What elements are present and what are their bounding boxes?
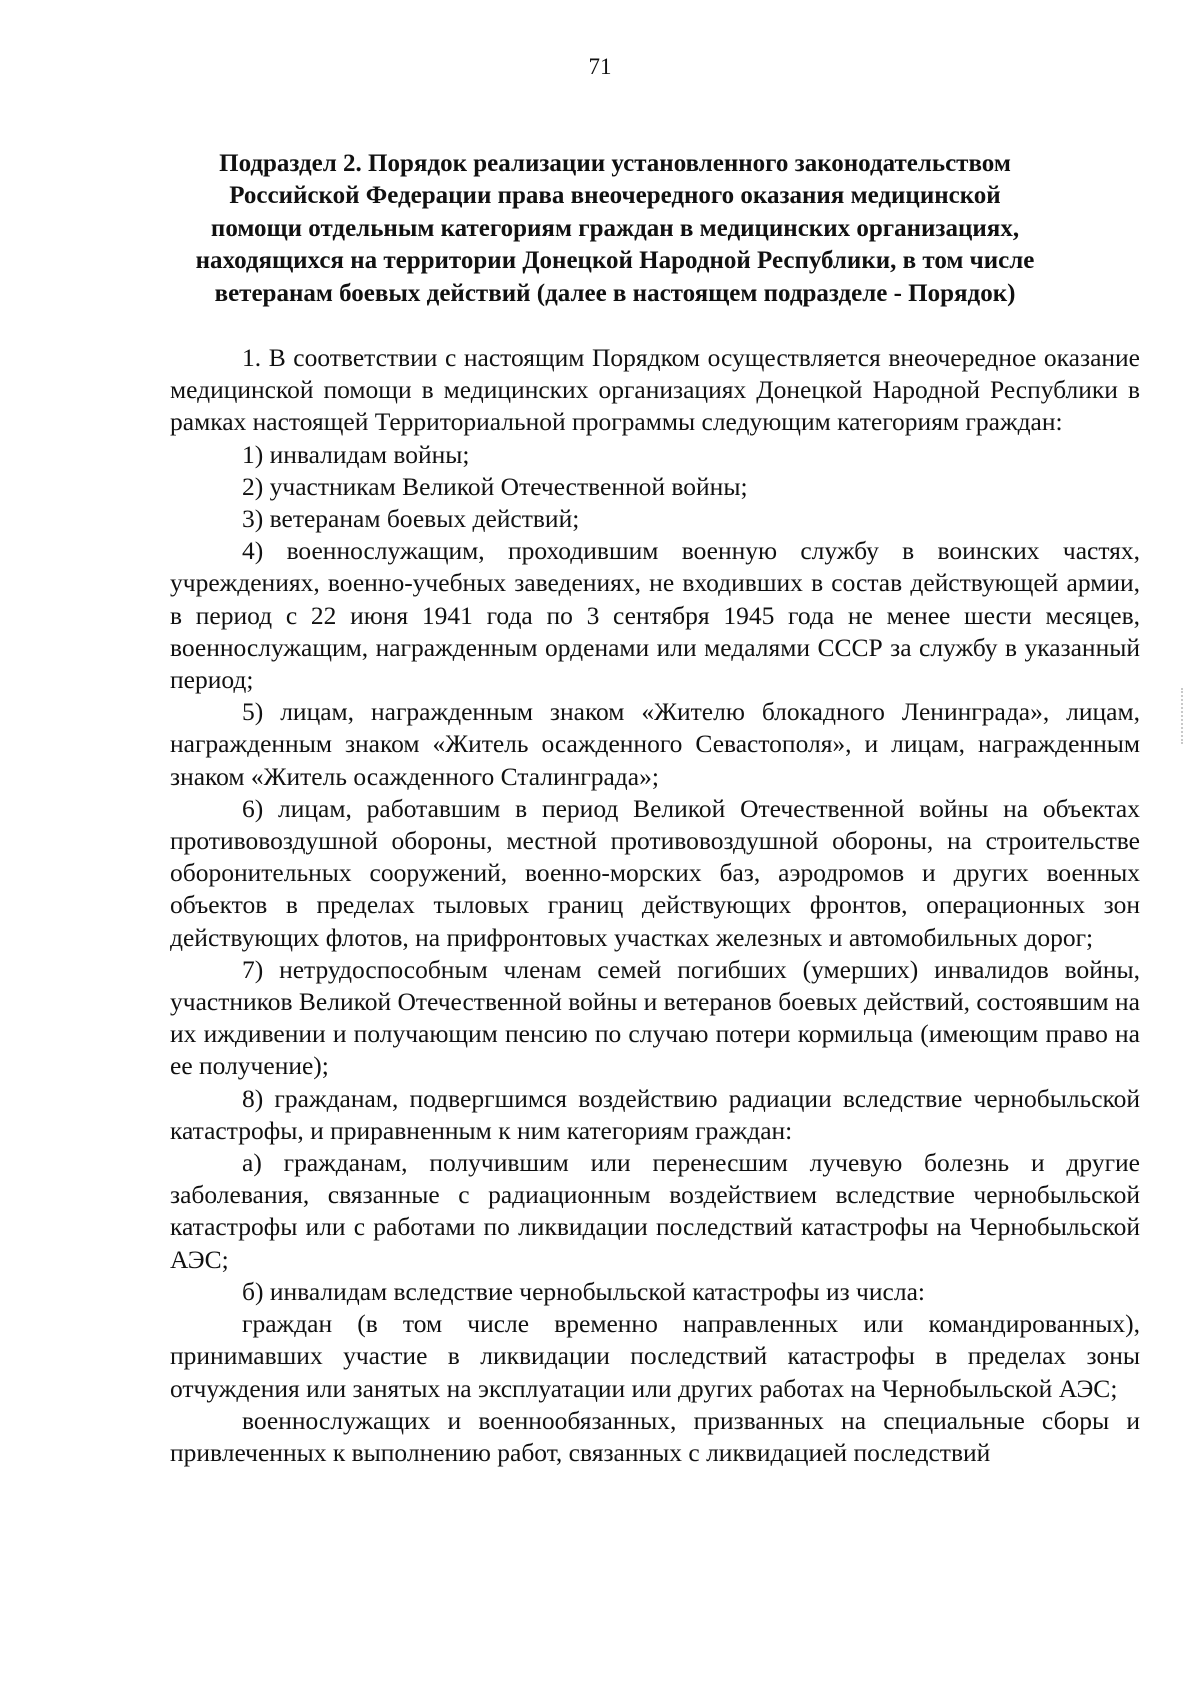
sub-item-a: а) гражданам, получившим или перенесшим лучевую болезнь и другие заболевания, связанные с радиационным воздействием вследствие чернобыльской катастрофы или с работами по ликвидации последствий катастрофы на Чернобыльской АЭС; (170, 1148, 1140, 1274)
sub-item-b-military: военнослужащих и военнообязанных, призванных на специальные сборы и привлеченных к выполнению работ, связанных с ликвидацией последствий (170, 1405, 1140, 1467)
sub-item-b: б) инвалидам вследствие чернобыльской катастрофы из числа: (242, 1276, 925, 1306)
paragraph-intro: 1. В соответствии с настоящим Порядком осуществляется внеочередное оказание медицинской помощи в медицинских организациях Донецкой Народной Республики в рамках настоящей Территориальной программы следующим категориям граждан: (170, 343, 1140, 437)
heading-line: ветеранам боевых действий (далее в настоящем подразделе - Порядок) (214, 279, 1016, 307)
list-item-6: 6) лицам, работавшим в период Великой Отечественной войны на объектах противовоздушной обороны, местной противовоздушной обороны, на строительстве оборонительных сооружений, военно-морских баз, аэродромов и других военных объектов в пределах тыловых границ действующих фронтов, операционных зон действующих флотов, на прифронтовых участках железных и автомобильных дорог; (170, 793, 1140, 952)
list-item-4: 4) военнослужащим, проходившим военную службу в воинских частях, учреждениях, военно-учебных заведениях, не входивших в состав действующей армии, в период с 22 июня 1941 года по 3 сентября 1945 года не менее шести месяцев, военнослужащим, награжденным орденами или медалями СССР за службу в указанный период; (170, 536, 1140, 695)
document-body (170, 342, 1140, 1469)
section-heading (165, 148, 1065, 310)
list-item-8: 8) гражданам, подвергшимся воздействию радиации вследствие чернобыльской катастрофы, и приравненным к ним категориям граждан: (170, 1083, 1140, 1145)
heading-line: Подраздел 2. Порядок реализации установленного законодательством (219, 150, 1011, 177)
list-item-3: 3) ветеранам боевых действий; (242, 504, 580, 534)
list-item-7: 7) нетрудоспособным членам семей погибших (умерших) инвалидов войны, участников Великой Отечественной войны и ветеранов боевых действий, состоявшим на их иждивении и получающим пенсию по случаю потери кормильца (имеющим право на ее получение); (170, 954, 1140, 1081)
sub-item-b-citizens: граждан (в том числе временно направленных или командированных), принимавших участие в ликвидации последствий катастрофы в пределах зоны отчуждения или занятых на эксплуатации или других работах на Чернобыльской АЭС; (170, 1309, 1140, 1403)
page-number: 71 (588, 54, 612, 79)
list-item-2: 2) участникам Великой Отечественной войны; (242, 471, 748, 501)
heading-line: находящихся на территории Донецкой Народной Республики, в том числе (195, 247, 1035, 275)
heading-line: Российской Федерации права внеочередного оказания медицинской (229, 182, 1001, 210)
list-item-5: 5) лицам, награжденным знаком «Жителю блокадного Ленинграда», лицам, награжденным знаком «Житель осажденного Севастополя», и лицам, награжденным знаком «Житель осажденного Сталинграда»; (170, 697, 1140, 791)
scan-artifact (1181, 688, 1185, 744)
heading-line: помощи отдельным категориям граждан в медицинских организациях, (210, 214, 1020, 242)
list-item-1: 1) инвалидам войны; (242, 439, 470, 469)
